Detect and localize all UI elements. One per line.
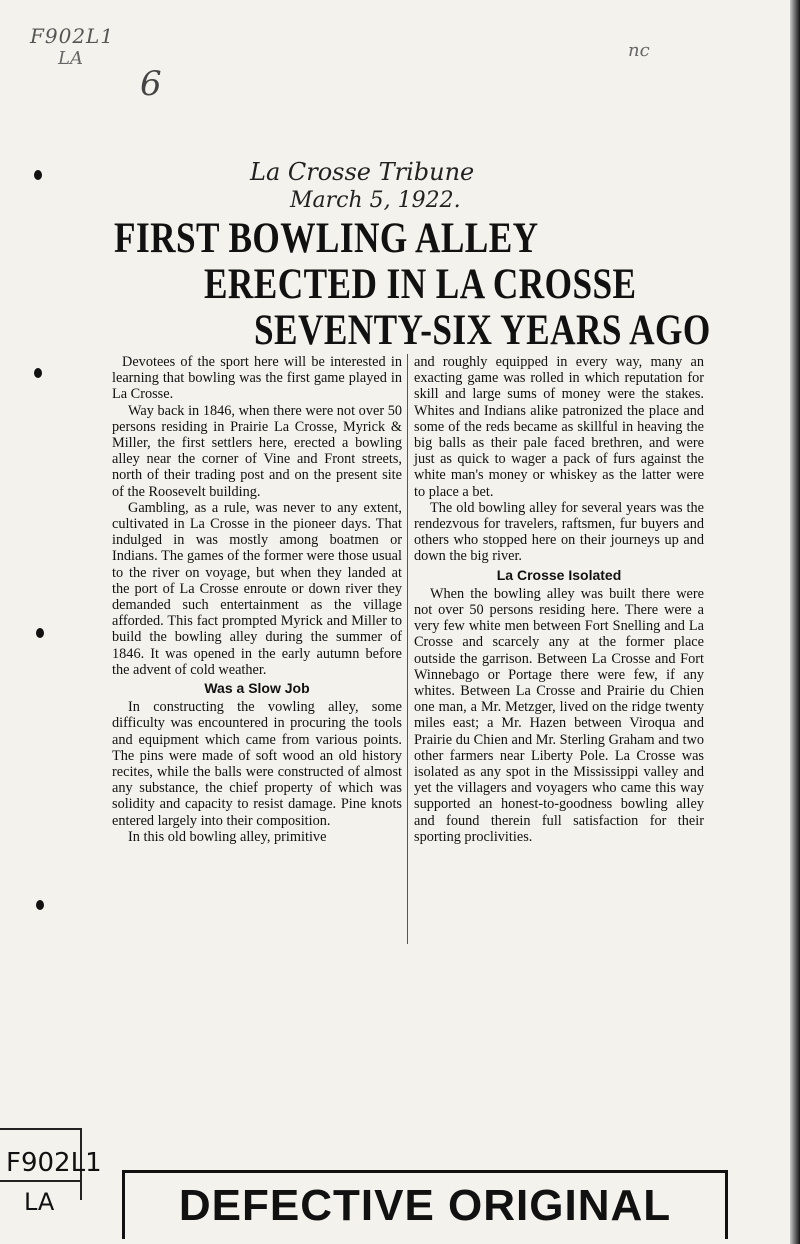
subheading: Was a Slow Job [204,680,310,697]
scan-edge-shadow [790,0,800,1244]
article-body [108,354,708,944]
defective-original-banner [122,1170,728,1239]
paragraph: In constructing the vowling alley, some difficulty was encountered in procuring the tools and equipment which came from various points. The pins were made of soft wood an old history recites, while the balls were constructed of almost any substance, the chief property of which was solidity and capacity to resist damage. Pine knots entered largely into their composition. [112,699,402,829]
paragraph: When the bowling alley was built there were not over 50 persons residing here. There were a very few white men between Fort Snelling and La Crosse and scarcely any at the former place outside the garrison. Between La Crosse and Fort Winnebago or Portage there were few, if any whites. Between La Crosse and Prairie du Chien one man, a Mr. Metzger, lived on the ridge twenty miles east; a Mr. Hazen between Viroqua and Prairie du Chien and Mr. Sterling Graham and two other farmers near Liberty Pole. La Crosse was isolated as any spot in the Mississippi valley and yet the villagers and voyagers who came this way supported an honest-to-goodness bowling alley and found therein full satisfaction for their sporting proclivities. [414,585,704,845]
handwritten-publication: La Crosse Tribune [250,158,475,186]
paragraph: Way back in 1846, when there were not over 50 persons residing in Prairie La Crosse, Myrick & Miller, the first settlers here, erected a bowling alley near the corner of Vine and Front streets, north of their trading post and on the present site of the Roosevelt building. [112,402,402,500]
headline-line-2: ERECTED IN LA CROSSE [204,261,637,308]
handwritten-page-number: 6 [140,64,162,104]
defective-original-label: DEFECTIVE ORIGINAL [178,1181,672,1230]
column-divider [407,354,408,944]
headline-line-1: FIRST BOWLING ALLEY [114,215,539,262]
handwritten-catalog-suffix: LA [58,48,83,69]
headline-line-3: SEVENTY-SIX YEARS AGO [254,307,711,354]
binder-hole-mark [36,628,44,638]
handwritten-catalog-code: F902L1 [30,24,115,48]
paragraph: Gambling, as a rule, was never to any extent, cultivated in La Crosse in the pioneer days. That indulged in was mostly among boatmen or Indians. The games of the former were those usual to the river on voyage, but when they landed at the port of La Crosse enroute or down river they demanded such entertainment as the village afforded. This fact prompted Myrick and Miller to build the bowling alley during the summer of 1846. It was opened in the early autumn before the advent of cold weather. [112,499,402,678]
paragraph: The old bowling alley for several years was the rendezvous for travelers, raftsmen, fur buyers and others who stopped here on their journeys up and down the big river. [414,499,704,565]
binder-hole-mark [36,900,44,910]
binder-hole-mark [34,368,42,378]
handwritten-note: nc [628,40,650,61]
catalog-stamp-suffix: LA [24,1188,55,1216]
handwritten-date: March 5, 1922. [290,188,461,213]
paragraph: and roughly equipped in every way, many an exacting game was rolled in which reputation for skill and large sums of money were the stakes. Whites and Indians alike patronized the place and some of the reds became as skillful in heaving the big balls as their pale faced brethren, and were just as quick to wager a pack of furs against the white man's money or whiskey as the latter were to place a bet. [414,354,704,500]
newspaper-clipping [108,208,711,948]
binder-hole-mark [34,170,42,180]
subheading: La Crosse Isolated [496,566,622,583]
article-column-right [414,354,704,845]
stamp-border-middle [0,1180,80,1182]
article-column-left [112,354,402,845]
paragraph: In this old bowling alley, primitive [128,828,327,845]
stamp-border-top [0,1128,80,1130]
catalog-stamp-code: F902L1 [6,1148,102,1178]
paragraph: Devotees of the sport here will be interested in learning that bowling was the first game played in La Crosse. [112,354,402,403]
